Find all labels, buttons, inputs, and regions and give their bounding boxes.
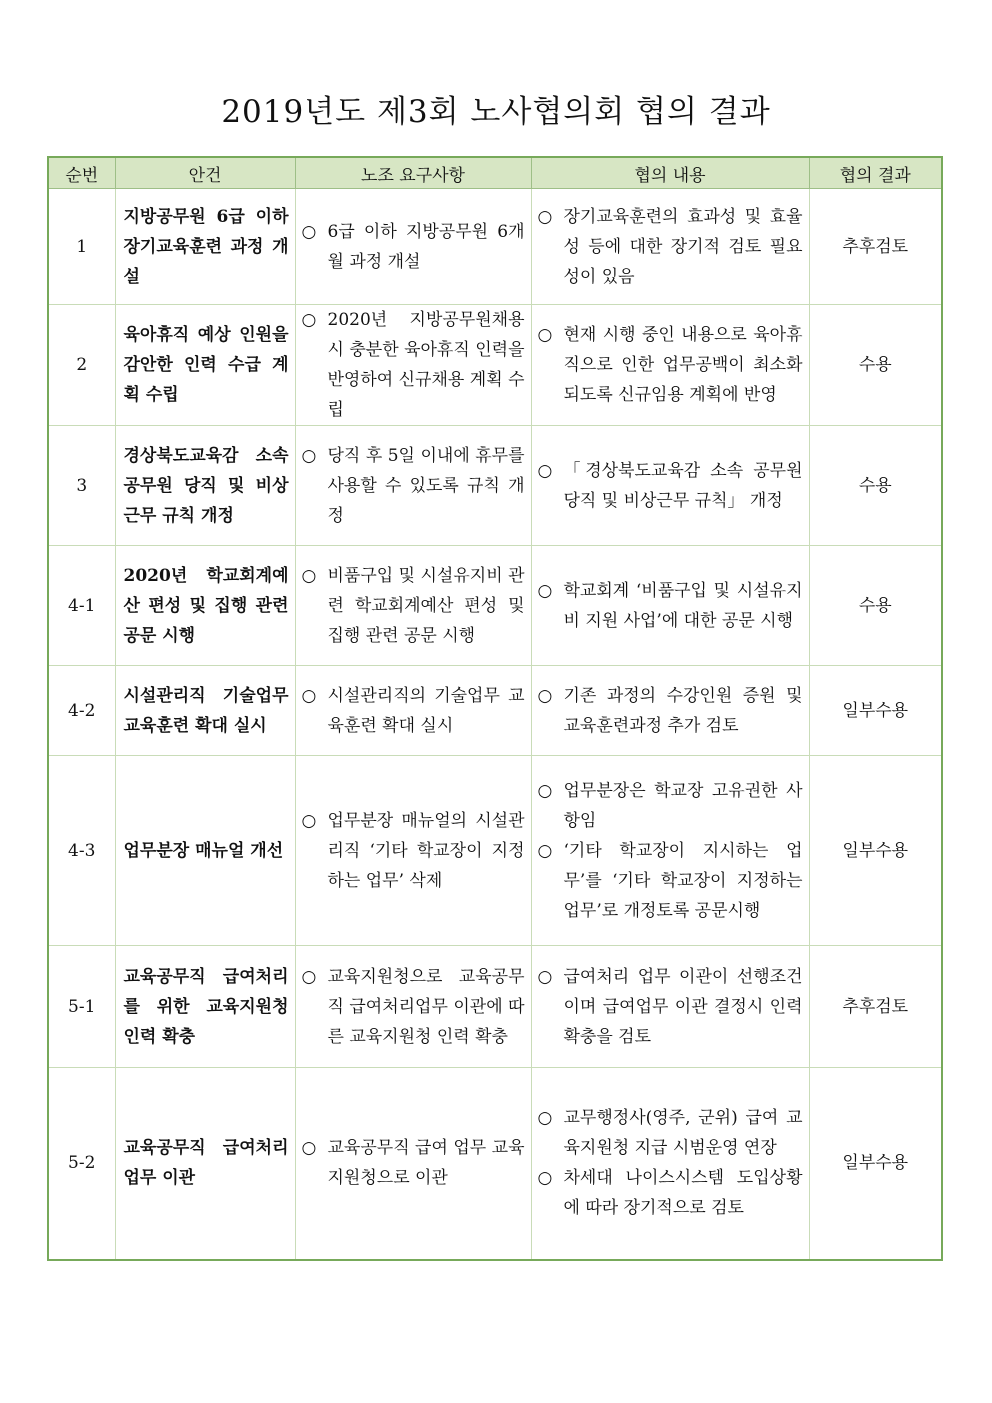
bullet-text: 시설관리직의 기술업무 교육훈련 확대 실시 bbox=[327, 685, 525, 736]
document-title: 2019년도 제3회 노사협의회 협의 결과 bbox=[221, 94, 771, 130]
row-result: 추후검토 bbox=[809, 189, 942, 305]
bullet-item bbox=[538, 962, 803, 1052]
bullet-text: 업무분장은 학교장 고유권한 사항임 bbox=[563, 780, 803, 831]
row-consultation-content bbox=[531, 946, 809, 1068]
bullet-item bbox=[538, 836, 803, 926]
row-agenda: 시설관리직 기술업무 교육훈련 확대 실시 bbox=[115, 666, 295, 756]
row-union-demands bbox=[295, 666, 531, 756]
row-union-demands bbox=[295, 1068, 531, 1260]
table-row bbox=[48, 666, 942, 756]
table-row bbox=[48, 946, 942, 1068]
row-result: 수용 bbox=[809, 426, 942, 546]
bullet-text: 당직 후 5일 이내에 휴무를 사용할 수 있도록 규칙 개정 bbox=[327, 445, 525, 526]
bullet-text: 기존 과정의 수강인원 증원 및 교육훈련과정 추가 검토 bbox=[563, 685, 803, 736]
col-header-number: 순번 bbox=[48, 157, 115, 189]
row-union-demands bbox=[295, 946, 531, 1068]
row-union-demands bbox=[295, 546, 531, 666]
circle-bullet-icon: ○ bbox=[301, 221, 317, 242]
row-agenda: 경상북도교육감 소속 공무원 당직 및 비상근무 규칙 개정 bbox=[115, 426, 295, 546]
table-row bbox=[48, 756, 942, 946]
bullet-text: 학교회계 ‘비품구입 및 시설유지비 지원 사업’에 대한 공문 시행 bbox=[563, 580, 803, 631]
bullet-text: 차세대 나이스시스템 도입상황에 따라 장기적으로 검토 bbox=[563, 1168, 803, 1219]
bullet-text: 교육지원청으로 교육공무직 급여처리업무 이관에 따른 교육지원청 인력 확충 bbox=[327, 966, 525, 1047]
bullet-text: 2020년 지방공무원채용 시 충분한 육아휴직 인력을 반영하여 신규채용 계획 수립 bbox=[327, 310, 525, 420]
row-union-demands bbox=[295, 756, 531, 946]
table-row bbox=[48, 426, 942, 546]
bullet-text: 교무행정사(영주, 군위) 급여 교육지원청 지급 시범운영 연장 bbox=[563, 1108, 803, 1159]
row-number: 3 bbox=[48, 426, 115, 546]
row-union-demands bbox=[295, 426, 531, 546]
row-union-demands bbox=[295, 189, 531, 305]
circle-bullet-icon: ○ bbox=[537, 966, 553, 987]
row-result: 일부수용 bbox=[809, 756, 942, 946]
row-result: 수용 bbox=[809, 546, 942, 666]
table-row bbox=[48, 305, 942, 426]
bullet-item bbox=[538, 202, 803, 292]
circle-bullet-icon: ○ bbox=[537, 840, 553, 861]
circle-bullet-icon: ○ bbox=[301, 685, 317, 706]
bullet-item bbox=[302, 962, 525, 1052]
row-agenda: 2020년 학교회계예산 편성 및 집행 관련 공문 시행 bbox=[115, 546, 295, 666]
bullet-item bbox=[302, 441, 525, 531]
bullet-text: 6급 이하 지방공무원 6개월 과정 개설 bbox=[327, 221, 525, 272]
row-number: 4-3 bbox=[48, 756, 115, 946]
circle-bullet-icon: ○ bbox=[537, 460, 553, 481]
circle-bullet-icon: ○ bbox=[301, 565, 317, 586]
bullet-item bbox=[538, 456, 803, 516]
row-consultation-content bbox=[531, 305, 809, 426]
header-row bbox=[48, 157, 942, 189]
row-consultation-content bbox=[531, 1068, 809, 1260]
col-header-result: 협의 결과 bbox=[809, 157, 942, 189]
row-number: 1 bbox=[48, 189, 115, 305]
col-header-agenda: 안건 bbox=[115, 157, 295, 189]
circle-bullet-icon: ○ bbox=[537, 780, 553, 801]
row-number: 4-1 bbox=[48, 546, 115, 666]
row-result: 추후검토 bbox=[809, 946, 942, 1068]
row-agenda: 육아휴직 예상 인원을 감안한 인력 수급 계획 수립 bbox=[115, 305, 295, 426]
bullet-text: 「경상북도교육감 소속 공무원 당직 및 비상근무 규칙」 개정 bbox=[563, 460, 803, 511]
bullet-text: ‘기타 학교장이 지시하는 업무’를 ‘기타 학교장이 지정하는 업무’로 개정토록 공문시행 bbox=[563, 840, 803, 921]
bullet-text: 현재 시행 중인 내용으로 육아휴직으로 인한 업무공백이 최소화 되도록 신규임용 계획에 반영 bbox=[563, 325, 803, 405]
bullet-text: 장기교육훈련의 효과성 및 효율성 등에 대한 장기적 검토 필요성이 있음 bbox=[563, 206, 803, 287]
bullet-item bbox=[302, 305, 525, 425]
circle-bullet-icon: ○ bbox=[537, 206, 553, 227]
row-consultation-content bbox=[531, 189, 809, 305]
row-consultation-content bbox=[531, 756, 809, 946]
circle-bullet-icon: ○ bbox=[537, 325, 553, 345]
col-header-union-demands: 노조 요구사항 bbox=[295, 157, 531, 189]
row-result: 일부수용 bbox=[809, 1068, 942, 1260]
results-table bbox=[47, 156, 943, 1261]
table-row bbox=[48, 1068, 942, 1260]
table-row bbox=[48, 546, 942, 666]
circle-bullet-icon: ○ bbox=[537, 580, 553, 601]
col-header-consultation-content: 협의 내용 bbox=[531, 157, 809, 189]
row-agenda: 지방공무원 6급 이하 장기교육훈련 과정 개설 bbox=[115, 189, 295, 305]
bullet-text: 급여처리 업무 이관이 선행조건이며 급여업무 이관 결정시 인력확충을 검토 bbox=[563, 966, 803, 1047]
row-number: 2 bbox=[48, 305, 115, 426]
row-result: 수용 bbox=[809, 305, 942, 426]
bullet-item bbox=[538, 320, 803, 410]
circle-bullet-icon: ○ bbox=[301, 810, 317, 831]
bullet-item bbox=[538, 1103, 803, 1163]
circle-bullet-icon: ○ bbox=[301, 1138, 317, 1159]
circle-bullet-icon: ○ bbox=[301, 310, 317, 330]
row-consultation-content bbox=[531, 546, 809, 666]
row-number: 4-2 bbox=[48, 666, 115, 756]
bullet-item bbox=[538, 1163, 803, 1223]
table-row bbox=[48, 189, 942, 305]
row-union-demands bbox=[295, 305, 531, 426]
row-consultation-content bbox=[531, 666, 809, 756]
bullet-text: 비품구입 및 시설유지비 관련 학교회계예산 편성 및 집행 관련 공문 시행 bbox=[327, 565, 525, 646]
bullet-item bbox=[302, 806, 525, 896]
bullet-item bbox=[302, 561, 525, 651]
bullet-item bbox=[538, 681, 803, 741]
row-number: 5-2 bbox=[48, 1068, 115, 1260]
circle-bullet-icon: ○ bbox=[537, 1168, 553, 1189]
row-number: 5-1 bbox=[48, 946, 115, 1068]
row-agenda: 교육공무직 급여처리를 위한 교육지원청 인력 확충 bbox=[115, 946, 295, 1068]
row-agenda: 업무분장 매뉴얼 개선 bbox=[115, 756, 295, 946]
circle-bullet-icon: ○ bbox=[537, 685, 553, 706]
bullet-item bbox=[538, 576, 803, 636]
circle-bullet-icon: ○ bbox=[537, 1108, 553, 1129]
bullet-item bbox=[302, 217, 525, 277]
row-agenda: 교육공무직 급여처리 업무 이관 bbox=[115, 1068, 295, 1260]
bullet-text: 교육공무직 급여 업무 교육지원청으로 이관 bbox=[327, 1138, 525, 1189]
bullet-item bbox=[538, 776, 803, 836]
circle-bullet-icon: ○ bbox=[301, 966, 317, 987]
bullet-text: 업무분장 매뉴얼의 시설관리직 ‘기타 학교장이 지정하는 업무’ 삭제 bbox=[327, 810, 525, 891]
bullet-item bbox=[302, 681, 525, 741]
row-result: 일부수용 bbox=[809, 666, 942, 756]
circle-bullet-icon: ○ bbox=[301, 445, 317, 466]
row-consultation-content bbox=[531, 426, 809, 546]
bullet-item bbox=[302, 1133, 525, 1193]
